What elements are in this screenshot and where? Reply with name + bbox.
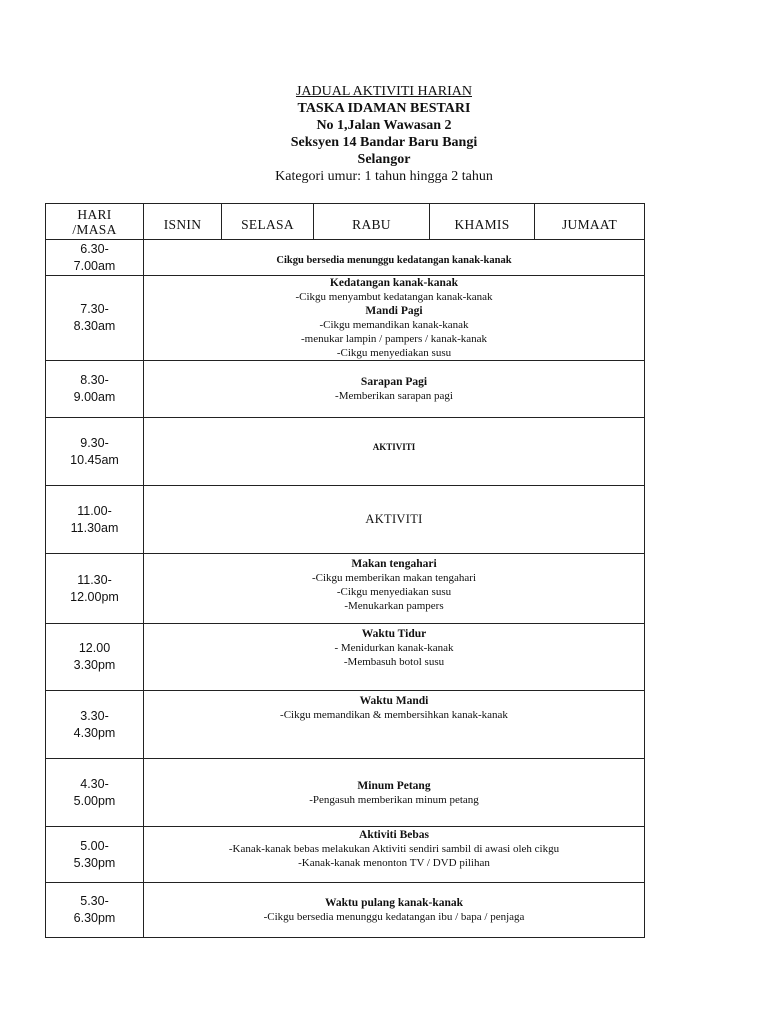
activity-title: Waktu pulang kanak-kanak <box>324 897 464 909</box>
document-header <box>0 83 768 185</box>
table-row <box>46 827 645 883</box>
activity-cell <box>144 624 645 691</box>
address-line-2: Seksyen 14 Bandar Baru Bangi <box>290 135 478 150</box>
table-row <box>46 624 645 691</box>
activity-line: -Membasuh botol susu <box>343 656 445 668</box>
column-header-selasa: SELASA <box>222 204 314 240</box>
activity-cell <box>144 883 645 938</box>
table-row <box>46 883 645 938</box>
activity-line: -menukar lampin / pampers / kanak-kanak <box>300 333 488 345</box>
activity-cell <box>144 276 645 361</box>
activity-line: -Menukarkan pampers <box>344 600 444 612</box>
time-cell: 12.00 3.30pm <box>46 624 144 691</box>
daily-schedule-table <box>45 203 645 938</box>
activity-cell <box>144 418 645 486</box>
table-row <box>46 240 645 276</box>
time-cell: 11.00- 11.30am <box>46 486 144 554</box>
state-line: Selangor <box>357 152 411 167</box>
activity-line: -Cikgu memberikan makan tengahari <box>311 572 477 584</box>
time-cell: 3.30- 4.30pm <box>46 691 144 759</box>
time-cell: 5.30- 6.30pm <box>46 883 144 938</box>
activity-line: -Cikgu bersedia menunggu kedatangan ibu / bapa / penjaga <box>263 911 525 923</box>
table-row <box>46 554 645 624</box>
activity-line: -Pengasuh memberikan minum petang <box>309 793 479 806</box>
activity-title: Makan tengahari <box>351 558 437 570</box>
activity-title: Waktu Mandi <box>359 695 429 707</box>
activity-line: -Memberikan sarapan pagi <box>335 390 453 402</box>
column-header-khamis: KHAMIS <box>430 204 535 240</box>
activity-title: Kedatangan kanak-kanak <box>329 277 459 289</box>
activity-title: Minum Petang <box>357 779 431 792</box>
column-header-rabu: RABU <box>314 204 430 240</box>
table-row <box>46 361 645 418</box>
taska-name: TASKA IDAMAN BESTARI <box>297 101 471 116</box>
activity-cell <box>144 361 645 418</box>
time-cell: 11.30- 12.00pm <box>46 554 144 624</box>
activity-title: Cikgu bersedia menunggu kedatangan kanak-kanak <box>276 254 512 266</box>
age-category: Kategori umur: 1 tahun hingga 2 tahun <box>275 169 493 184</box>
activity-title: Waktu Tidur <box>361 628 427 640</box>
activity-title: AKTIVITI <box>372 441 416 452</box>
activity-title: AKTIVITI <box>365 512 423 526</box>
activity-line: -Cikgu memandikan kanak-kanak <box>319 319 469 331</box>
activity-line: -Cikgu menyambut kedatangan kanak-kanak <box>295 291 493 303</box>
column-header-isnin: ISNIN <box>144 204 222 240</box>
time-cell: 8.30- 9.00am <box>46 361 144 418</box>
activity-cell <box>144 759 645 827</box>
document-title: JADUAL AKTIVITI HARIAN <box>295 84 472 99</box>
activity-cell <box>144 240 645 276</box>
activity-line: - Menidurkan kanak-kanak <box>334 642 454 654</box>
header-row <box>46 204 645 240</box>
activity-cell <box>144 691 645 759</box>
activity-line: -Kanak-kanak bebas melakukan Aktiviti sendiri sambil di awasi oleh cikgu <box>228 843 560 855</box>
time-cell: 6.30- 7.00am <box>46 240 144 276</box>
time-cell: 9.30- 10.45am <box>46 418 144 486</box>
activity-title: Mandi Pagi <box>365 305 423 317</box>
table-row <box>46 486 645 554</box>
activity-line: -Kanak-kanak menonton TV / DVD pilihan <box>298 857 490 869</box>
table-row <box>46 276 645 361</box>
activity-cell <box>144 486 645 554</box>
activity-cell <box>144 827 645 883</box>
column-header-jumaat: JUMAAT <box>535 204 645 240</box>
time-cell: 4.30- 5.00pm <box>46 759 144 827</box>
time-cell: 5.00- 5.30pm <box>46 827 144 883</box>
activity-line: -Cikgu menyediakan susu <box>336 347 452 359</box>
table-row <box>46 759 645 827</box>
activity-title: Sarapan Pagi <box>360 376 428 388</box>
time-cell: 7.30- 8.30am <box>46 276 144 361</box>
activity-cell <box>144 554 645 624</box>
column-header-time: HARI /MASA <box>46 204 144 240</box>
table-row <box>46 418 645 486</box>
activity-line: -Cikgu memandikan & membersihkan kanak-kanak <box>280 709 508 721</box>
table-row <box>46 691 645 759</box>
activity-title: Aktiviti Bebas <box>359 829 429 841</box>
address-line-1: No 1,Jalan Wawasan 2 <box>316 118 452 133</box>
activity-line: -Cikgu menyediakan susu <box>336 586 452 598</box>
